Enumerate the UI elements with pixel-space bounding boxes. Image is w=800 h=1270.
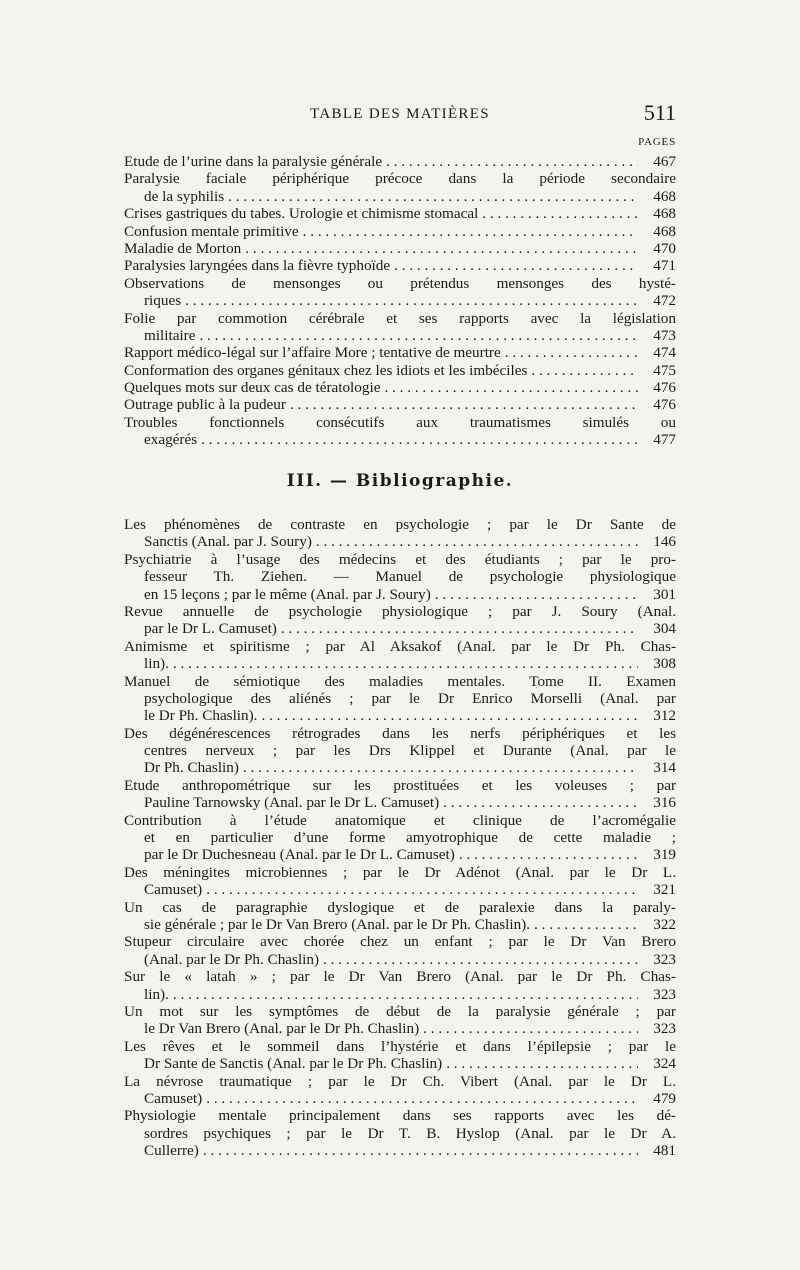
- toc-entry-text: Dr Sante de Sanctis (Anal. par le Dr Ph. Chaslin): [144, 1055, 443, 1073]
- toc-entry: [124, 275, 676, 310]
- toc-page-number: 467: [653, 153, 676, 170]
- dot-leader: [531, 362, 638, 379]
- toc-entry: [124, 379, 676, 396]
- toc-entry: [124, 864, 676, 899]
- dot-leader: [173, 986, 638, 1003]
- toc-entry: [124, 933, 676, 968]
- toc-page-number: 322: [653, 915, 676, 933]
- toc-entry-line: [124, 586, 676, 603]
- toc-page-number: 323: [653, 1020, 676, 1038]
- toc-entry-line: [124, 188, 676, 205]
- toc-entry-line: centres nerveux ; par les Drs Klippel et Durante (Anal. par le: [144, 742, 676, 760]
- toc-entry-line: Stupeur circulaire avec chorée chez un enfant ; par le Dr Van Brero: [124, 933, 676, 951]
- toc-page-number: 308: [653, 655, 676, 673]
- toc-list-bibliography: [124, 516, 676, 1159]
- toc-entry: [124, 673, 676, 725]
- toc-entry: [124, 396, 676, 413]
- toc-entry-line: [124, 1090, 676, 1107]
- toc-entry-line: Les rêves et le sommeil dans l’hystérie et dans l’épilepsie ; par le: [124, 1037, 676, 1055]
- toc-page-number: 323: [653, 985, 676, 1003]
- toc-entry-line: Un cas de paragraphie dyslogique et de paralexie dans la paraly-: [124, 898, 676, 916]
- dot-leader: [203, 1142, 638, 1159]
- toc-entry-line: Etude anthropométrique sur les prostituées et les voleuses ; par: [124, 776, 676, 794]
- toc-entry-text: de la syphilis: [144, 187, 225, 205]
- toc-entry-line: [124, 379, 676, 396]
- toc-entry-line: [124, 205, 676, 222]
- toc-entry-line: [124, 916, 676, 933]
- toc-entry-text: sie générale ; par le Dr Van Brero (Anal. par le Dr Ph. Chaslin).: [144, 915, 531, 933]
- toc-entry: [124, 551, 676, 603]
- toc-entry-text: le Dr Ph. Chaslin).: [144, 707, 258, 725]
- toc-entry: [124, 257, 676, 274]
- toc-entry: [124, 223, 676, 240]
- toc-entry: [124, 1003, 676, 1038]
- toc-page-number: 316: [653, 794, 676, 812]
- dot-leader: [423, 1020, 638, 1037]
- dot-leader: [384, 379, 638, 396]
- toc-entry: [124, 362, 676, 379]
- dot-leader: [386, 153, 638, 170]
- toc-entry-line: [124, 292, 676, 309]
- toc-page-number: 474: [653, 344, 676, 362]
- toc-entry-line: [124, 431, 676, 448]
- dot-leader: [243, 759, 638, 776]
- dot-leader: [185, 292, 638, 309]
- toc-entry-text: par le Dr L. Camuset): [144, 620, 277, 638]
- toc-entry-line: [124, 223, 676, 240]
- toc-page-number: 476: [653, 396, 676, 414]
- dot-leader: [482, 205, 638, 222]
- toc-entry-line: et en particulier d’une forme amyotrophique de cette maladie ;: [144, 829, 676, 847]
- toc-entry-text: Outrage public à la pudeur: [124, 396, 286, 414]
- toc-page-number: 321: [653, 881, 676, 899]
- toc-entry-text: Crises gastriques du tabes. Urologie et chimisme stomacal: [124, 205, 479, 223]
- dot-leader: [323, 951, 638, 968]
- dot-leader: [281, 620, 638, 637]
- toc-entry-line: [124, 707, 676, 724]
- toc-entry: [124, 153, 676, 170]
- toc-entry: [124, 310, 676, 345]
- toc-entry-line: [124, 240, 676, 257]
- toc-page-number: 468: [653, 187, 676, 205]
- toc-page-number: 477: [653, 431, 676, 449]
- dot-leader: [435, 586, 638, 603]
- toc-page-number: 324: [653, 1055, 676, 1073]
- toc-entry-text: Quelques mots sur deux cas de tératologie: [124, 379, 381, 397]
- toc-page-number: 476: [653, 379, 676, 397]
- running-title: TABLE DES MATIÈRES: [310, 106, 490, 122]
- toc-entry-text: riques: [144, 292, 182, 310]
- dot-leader: [443, 794, 638, 811]
- toc-entry-line: Physiologie mentale principalement dans ses rapports avec les dé-: [124, 1107, 676, 1125]
- toc-page-number: 470: [653, 239, 676, 257]
- toc-entry-line: Troubles fonctionnels consécutifs aux traumatismes simulés ou: [124, 413, 676, 431]
- toc-entry-line: Folie par commotion cérébrale et ses rapports avec la législation: [124, 309, 676, 327]
- dot-leader: [446, 1055, 638, 1072]
- toc-entry: [124, 516, 676, 551]
- toc-entry-line: [124, 1020, 676, 1037]
- dot-leader: [173, 655, 638, 672]
- toc-entry: [124, 240, 676, 257]
- toc-entry-line: Paralysie faciale périphérique précoce dans la période secondaire: [124, 170, 676, 188]
- dot-leader: [290, 396, 638, 413]
- toc-entry: [124, 725, 676, 777]
- toc-entry-line: Manuel de sémiotique des maladies mentales. Tome II. Examen: [124, 672, 676, 690]
- dot-leader: [316, 533, 638, 550]
- toc-entry-text: Paralysies laryngées dans la fièvre typhoïde: [124, 257, 391, 275]
- toc-entry-line: [124, 951, 676, 968]
- toc-entry-text: Pauline Tarnowsky (Anal. par le Dr L. Camuset): [144, 794, 440, 812]
- toc-page-number: 312: [653, 707, 676, 725]
- toc-entry-text: Camuset): [144, 881, 203, 899]
- toc-entry-text: (Anal. par le Dr Ph. Chaslin): [144, 950, 320, 968]
- toc-entry-line: psychologique des aliénés ; par le Dr Enrico Morselli (Anal. par: [144, 689, 676, 707]
- dot-leader: [394, 257, 638, 274]
- toc-entry-line: [124, 986, 676, 1003]
- running-head: [124, 100, 676, 130]
- toc-entry: [124, 968, 676, 1003]
- toc-page-number: 319: [653, 846, 676, 864]
- toc-entry-line: fesseur Th. Ziehen. — Manuel de psychologie physiologique: [144, 568, 676, 586]
- toc-entry: [124, 414, 676, 449]
- toc-entry-text: le Dr Van Brero (Anal. par le Dr Ph. Chaslin): [144, 1020, 420, 1038]
- dot-leader: [303, 223, 638, 240]
- toc-entry: [124, 603, 676, 638]
- toc-entry-text: militaire: [144, 326, 196, 344]
- toc-entry-line: Sur le « latah » ; par le Dr Van Brero (Anal. par le Dr Ph. Chas-: [124, 968, 676, 986]
- toc-entry-text: Cullerre): [144, 1142, 199, 1160]
- toc-entry: [124, 638, 676, 673]
- page-number: 511: [643, 100, 676, 125]
- toc-entry: [124, 1107, 676, 1159]
- toc-entry-line: [124, 881, 676, 898]
- dot-leader: [228, 188, 638, 205]
- toc-entry-text: Confusion mentale primitive: [124, 222, 299, 240]
- dot-leader: [199, 327, 638, 344]
- toc-page-number: 479: [653, 1089, 676, 1107]
- dot-leader: [245, 240, 638, 257]
- toc-entry-line: Un mot sur les symptômes de début de la paralysie générale ; par: [124, 1002, 676, 1020]
- toc-entry-text: lin).: [144, 655, 169, 673]
- toc-entry: [124, 170, 676, 205]
- toc-list-observations: [124, 153, 676, 449]
- toc-entry-line: [124, 533, 676, 550]
- toc-page-number: 323: [653, 950, 676, 968]
- toc-entry-line: Contribution à l’étude anatomique et clinique de l’acromégalie: [124, 811, 676, 829]
- toc-entry-text: Conformation des organes génitaux chez les idiots et les imbéciles: [124, 361, 528, 379]
- toc-page-number: 304: [653, 620, 676, 638]
- dot-leader: [459, 846, 638, 863]
- dot-leader: [261, 707, 638, 724]
- toc-entry-line: Les phénomènes de contraste en psychologie ; par le Dr Sante de: [124, 516, 676, 533]
- toc-entry-line: [124, 620, 676, 637]
- toc-entry-line: Des méningites microbiennes ; par le Dr Adénot (Anal. par le Dr L.: [124, 863, 676, 881]
- toc-entry-line: [124, 344, 676, 361]
- toc-entry-line: La névrose traumatique ; par le Dr Ch. Vibert (Anal. par le Dr L.: [124, 1072, 676, 1090]
- toc-entry-line: Observations de mensonges ou prétendus mensonges des hysté-: [124, 274, 676, 292]
- toc-entry-text: Maladie de Morton: [124, 239, 242, 257]
- toc-entry-text: Etude de l’urine dans la paralysie générale: [124, 153, 383, 170]
- toc-entry-line: [124, 1142, 676, 1159]
- toc-page-number: 468: [653, 205, 676, 223]
- toc-page-number: 481: [653, 1142, 676, 1160]
- toc-entry-text: Sanctis (Anal. par J. Soury): [144, 533, 312, 551]
- toc-page-number: 314: [653, 759, 676, 777]
- toc-entry-line: [124, 759, 676, 776]
- toc-page-number: 472: [653, 292, 676, 310]
- toc-page-number: 475: [653, 361, 676, 379]
- section-heading: III. — Bibliographie.: [286, 471, 514, 491]
- toc-entry-line: Revue annuelle de psychologie physiologique ; par J. Soury (Anal.: [124, 602, 676, 620]
- toc-entry-line: [124, 153, 676, 170]
- toc-entry: [124, 1038, 676, 1073]
- toc-entry: [124, 899, 676, 934]
- dot-leader: [505, 344, 638, 361]
- toc-entry-line: [124, 396, 676, 413]
- toc-entry-line: Des dégénérescences rétrogrades dans les nerfs périphériques et les: [124, 724, 676, 742]
- toc-page-number: 473: [653, 326, 676, 344]
- toc-entry-line: sordres psychiques ; par le Dr T. B. Hyslop (Anal. par le Dr A.: [144, 1124, 676, 1142]
- toc-entry: [124, 344, 676, 361]
- toc-entry-text: Camuset): [144, 1089, 203, 1107]
- toc-entry-line: [124, 362, 676, 379]
- toc-entry-line: [124, 1055, 676, 1072]
- toc-entry-line: Animisme et spiritisme ; par Al Aksakof (Anal. par le Dr Ph. Chas-: [124, 637, 676, 655]
- toc-entry: [124, 1073, 676, 1108]
- toc-entry-line: [124, 655, 676, 672]
- dot-leader: [206, 1090, 638, 1107]
- toc-entry-text: exagérés: [144, 431, 198, 449]
- dot-leader: [201, 431, 638, 448]
- toc-entry-text: lin).: [144, 985, 169, 1003]
- toc-page-number: 471: [653, 257, 676, 275]
- toc-entry-text: Rapport médico-légal sur l’affaire More ; tentative de meurtre: [124, 344, 501, 362]
- dot-leader: [206, 881, 638, 898]
- toc-entry-line: [124, 257, 676, 274]
- pages-column-label: PAGES: [638, 136, 676, 148]
- toc-page-number: 468: [653, 222, 676, 240]
- toc-page-number: 146: [653, 533, 676, 551]
- toc-entry: [124, 777, 676, 812]
- toc-entry: [124, 812, 676, 864]
- toc-page-number: 301: [653, 585, 676, 603]
- toc-entry: [124, 205, 676, 222]
- toc-entry-text: par le Dr Duchesneau (Anal. par le Dr L. Camuset): [144, 846, 455, 864]
- toc-entry-line: [124, 846, 676, 863]
- toc-entry-line: [124, 794, 676, 811]
- toc-entry-line: Psychiatrie à l’usage des médecins et des étudiants ; par le pro-: [124, 550, 676, 568]
- dot-leader: [534, 916, 638, 933]
- toc-entry-text: Dr Ph. Chaslin): [144, 759, 239, 777]
- toc-entry-line: [124, 327, 676, 344]
- toc-entry-text: en 15 leçons ; par le même (Anal. par J. Soury): [144, 585, 431, 603]
